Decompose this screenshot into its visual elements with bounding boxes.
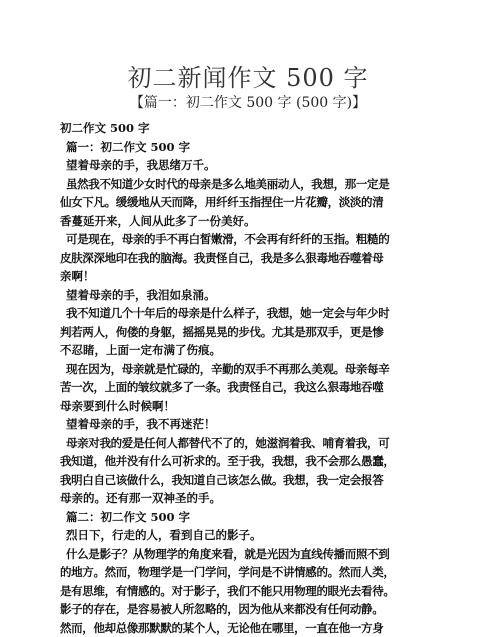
text-line: 烈日下，行走的人，看到自己的影子。: [60, 526, 448, 545]
text-line: 望着母亲的手，我思绪万千。: [60, 156, 448, 175]
document-subtitle: 【篇一：初二作文 500 字 (500 字)】: [0, 92, 496, 112]
text-line: 皮肤深深地印在我的脑海。我责怪自己，我是多么狠毒地吞噬着母: [60, 249, 448, 268]
text-line: 篇一：初二作文 500 字: [60, 138, 448, 157]
text-line: 我明白自己该做什么，我知道自己该怎么做。我想，我一定会报答: [60, 471, 448, 490]
text-line: 然而，他却总像那默默的某个人，无论他在哪里，一直在他一方身: [60, 619, 448, 637]
text-line: 的地方。然而，物理学是一门学问，学问是不讲情感的。然而人类，: [60, 563, 448, 582]
text-line: 母亲对我的爱是任何人都替代不了的，她滋润着我、哺育着我，可: [60, 434, 448, 453]
text-line: 是有思维，有情感的。对于影子，我们不能只用物理的眼光去看待。: [60, 582, 448, 601]
text-line: 初二作文 500 字: [60, 119, 448, 138]
text-line: 亲啊！: [60, 267, 448, 286]
text-line: 我知道，他并没有什么可祈求的。至于我，我想，我不会那么愚蠢，: [60, 452, 448, 471]
text-line: 香蔓延开来，人间从此多了一份美好。: [60, 212, 448, 231]
text-line: 望着母亲的手，我不再迷茫！: [60, 415, 448, 434]
text-line: 影子的存在，是容易被人所忽略的，因为他从来都没有任何动静。: [60, 600, 448, 619]
document-body: [60, 119, 448, 637]
text-line: 我不知道几个十年后的母亲是什么样子，我想，她一定会与年少时: [60, 304, 448, 323]
text-line: 可是现在，母亲的手不再白皙嫩滑，不会再有纤纤的玉指。粗糙的: [60, 230, 448, 249]
text-line: 现在因为，母亲就是忙碌的，辛勤的双手不再那么美观。母亲每辛: [60, 360, 448, 379]
text-line: 不忍睹，上面一定布满了伤痕。: [60, 341, 448, 360]
document-title: 初二新闻作文 500 字: [0, 58, 496, 93]
text-line: 母亲的。还有那一双神圣的手。: [60, 489, 448, 508]
text-line: 篇二：初二作文 500 字: [60, 508, 448, 527]
text-line: 什么是影子？从物理学的角度来看，就是光因为直线传播而照不到: [60, 545, 448, 564]
text-line: 母亲要到什么时候啊！: [60, 397, 448, 416]
text-line: 仙女下凡。缓缓地从天而降，用纤纤玉指捏住一片花瓣，淡淡的清: [60, 193, 448, 212]
text-line: 判若两人，佝偻的身躯，摇摇晃晃的步伐。尤其是那双手，更是惨: [60, 323, 448, 342]
text-line: 望着母亲的手，我泪如泉涌。: [60, 286, 448, 305]
text-line: 虽然我不知道少女时代的母亲是多么地美丽动人，我想，那一定是: [60, 175, 448, 194]
text-line: 苦一次，上面的皱纹就多了一条。我责怪自己，我这么狠毒地吞噬: [60, 378, 448, 397]
